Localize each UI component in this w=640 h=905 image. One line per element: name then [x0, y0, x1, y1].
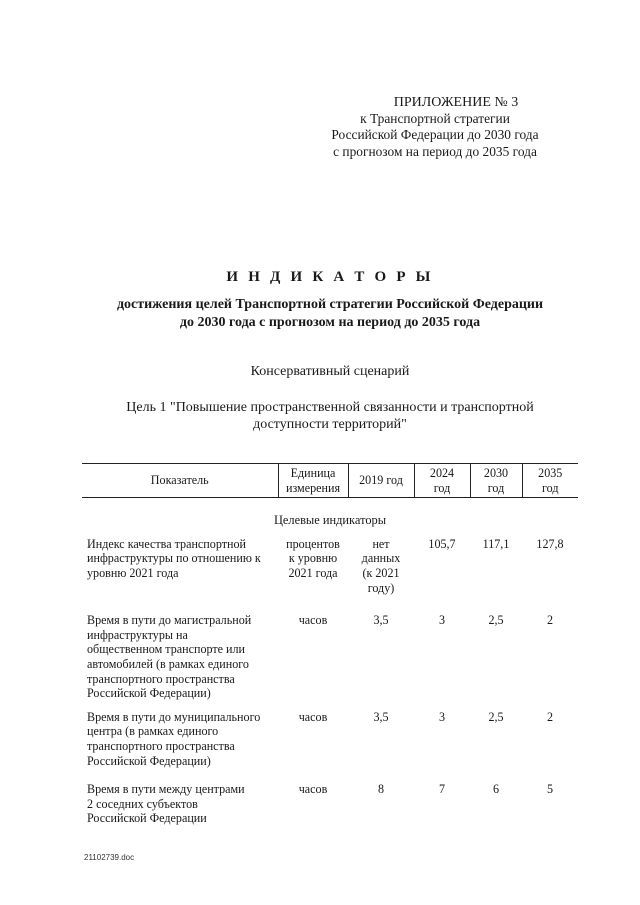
section-row: [82, 498, 578, 537]
value-2024: 105,7: [428, 536, 456, 551]
table-row: [82, 537, 578, 613]
value-2024: 3: [438, 613, 446, 628]
table-row: [82, 613, 578, 710]
goal-heading: [80, 399, 580, 433]
header-2024: 2024 год: [414, 464, 470, 498]
indicator-name: Время в пути между центрами 2 соседних субъектов Российской Федерации: [87, 782, 245, 826]
goal-line: Цель 1 "Повышение пространственной связанности и транспортной: [126, 400, 534, 415]
annex-block: [300, 95, 570, 160]
value-2035: 127,8: [536, 536, 564, 551]
header-2030: 2030 год: [470, 464, 522, 498]
document-title: И Н Д И К А Т О Р Ы: [226, 269, 434, 285]
value-2035: 5: [546, 782, 554, 797]
indicator-unit: процентов к уровню 2021 года: [286, 536, 340, 580]
value-2030: 6: [492, 782, 500, 797]
value-2019: нет данных (к 2021 году): [361, 536, 401, 595]
indicator-name: Индекс качества транспортной инфраструктуры по отношению к уровню 2021 года: [87, 536, 261, 580]
header-2019: 2019 год: [348, 464, 414, 498]
goal-line: доступности территорий": [253, 417, 407, 432]
annex-title: ПРИЛОЖЕНИЕ № 3: [393, 95, 519, 110]
annex-line: к Транспортной стратегии: [360, 111, 510, 127]
document-subtitle: [80, 296, 580, 332]
subtitle-line: достижения целей Транспортной стратегии Российской Федерации: [116, 297, 544, 312]
table-row: [82, 710, 578, 782]
value-2030: 2,5: [488, 709, 504, 724]
value-2024: 3: [438, 709, 446, 724]
value-2030: 117,1: [482, 536, 510, 551]
header-2035: 2035 год: [522, 464, 578, 498]
table-header-row: [82, 464, 578, 498]
value-2019: 8: [377, 782, 385, 797]
indicator-unit: часов: [298, 782, 328, 797]
indicator-unit: часов: [298, 613, 328, 628]
header-unit: Единица измерения: [278, 464, 348, 498]
table-row: [82, 782, 578, 826]
scenario-heading: Консервативный сценарий: [250, 364, 410, 379]
header-indicator: Показатель: [82, 464, 278, 498]
indicators-table: [82, 463, 578, 826]
section-title: Целевые индикаторы: [273, 513, 387, 528]
value-2035: 2: [546, 709, 554, 724]
value-2030: 2,5: [488, 613, 504, 628]
annex-line: Российской Федерации до 2030 года: [331, 127, 539, 143]
value-2024: 7: [438, 782, 446, 797]
indicator-name: Время в пути до магистральной инфраструктуры на общественном транспорте или автомобилей (в рамках единого транспортного пространства Российской Федерации): [87, 613, 252, 701]
indicator-name: Время в пути до муниципального центра (в рамках единого транспортного пространства Российской Федерации): [87, 709, 261, 768]
value-2019: 3,5: [373, 709, 389, 724]
indicator-unit: часов: [298, 709, 328, 724]
subtitle-line: до 2030 года с прогнозом на период до 2035 года: [179, 315, 481, 330]
value-2019: 3,5: [373, 613, 389, 628]
annex-line: с прогнозом на период до 2035 года: [333, 143, 537, 159]
document-file-name: 21102739.doc: [84, 853, 135, 862]
value-2035: 2: [546, 613, 554, 628]
